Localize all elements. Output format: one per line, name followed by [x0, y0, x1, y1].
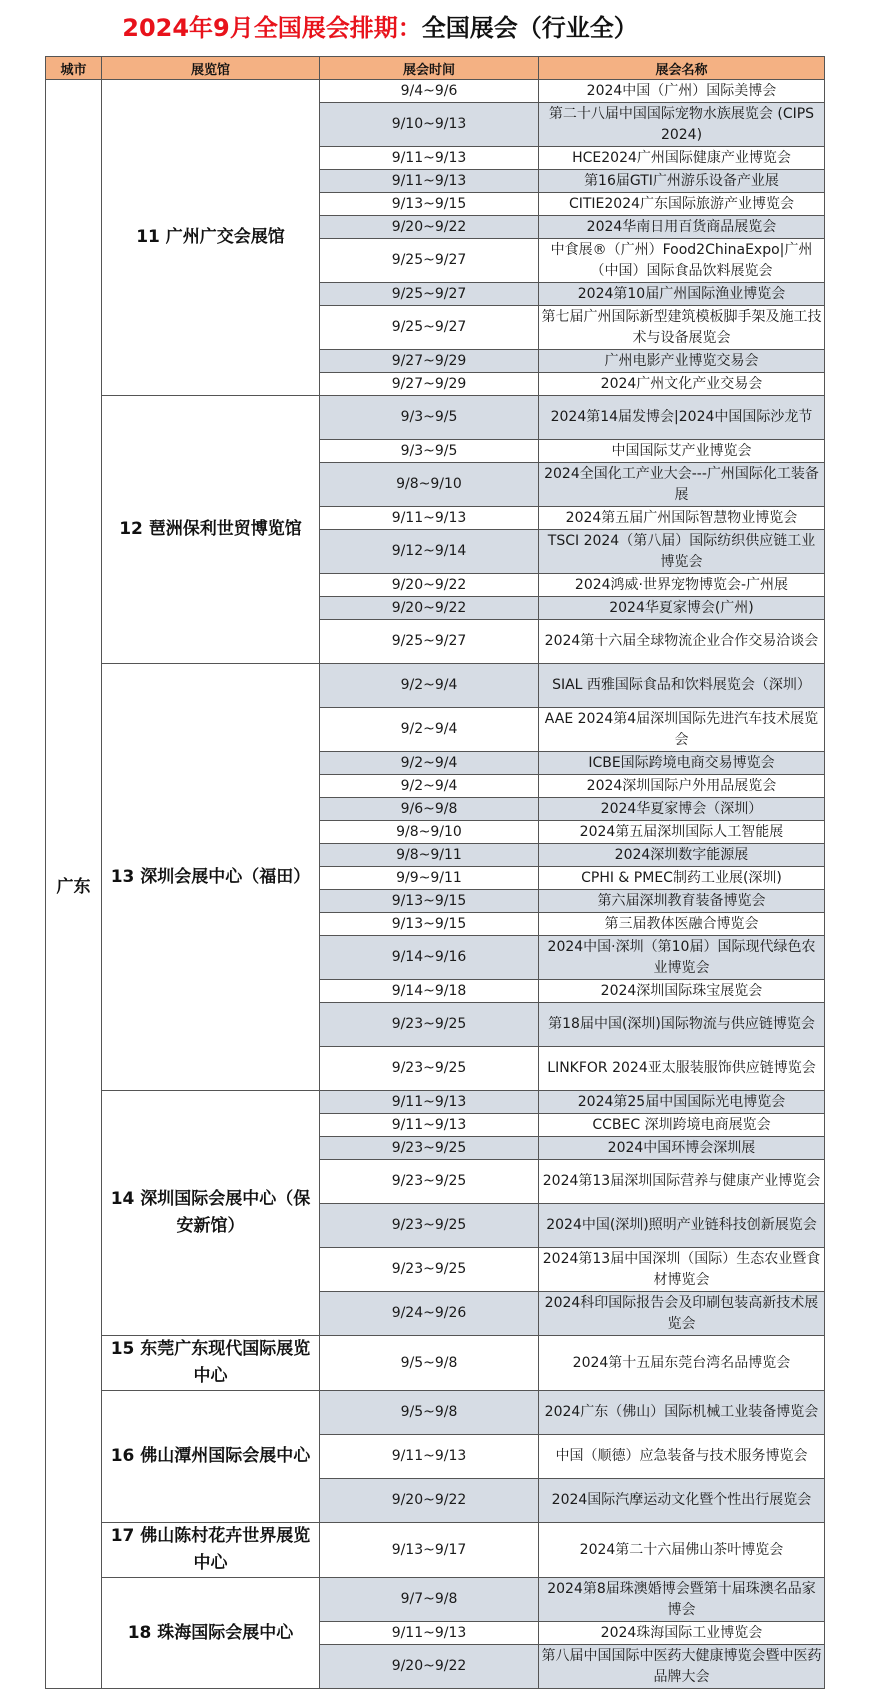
exhibition-time-cell: 9/2~9/4	[320, 708, 539, 752]
exhibition-name-cell: 2024科印国际报告会及印刷包装高新技术展览会	[539, 1292, 825, 1336]
exhibition-name-cell: 中国（顺德）应急装备与技术服务博览会	[539, 1435, 825, 1479]
exhibition-name-cell: 2024鸿威·世界宠物博览会-广州展	[539, 574, 825, 597]
table-row	[46, 396, 825, 440]
title-black: 全国展会（行业全）	[421, 14, 638, 42]
exhibition-time-cell: 9/23~9/25	[320, 1047, 539, 1091]
exhibition-table	[45, 56, 825, 1689]
exhibition-time-cell: 9/20~9/22	[320, 1645, 539, 1689]
exhibition-name-cell: 2024中国（广州）国际美博会	[539, 80, 825, 103]
header-venue: 展览馆	[102, 57, 320, 80]
exhibition-time-cell: 9/25~9/27	[320, 306, 539, 350]
exhibition-name-cell: 2024第十六届全球物流企业合作交易洽谈会	[539, 620, 825, 664]
venue-cell: 13 深圳会展中心（福田）	[102, 664, 320, 1091]
exhibition-name-cell: 2024深圳数字能源展	[539, 844, 825, 867]
exhibition-name-cell: 第18届中国(深圳)国际物流与供应链博览会	[539, 1003, 825, 1047]
exhibition-name-cell: 2024深圳国际珠宝展览会	[539, 980, 825, 1003]
exhibition-time-cell: 9/8~9/11	[320, 844, 539, 867]
exhibition-time-cell: 9/23~9/25	[320, 1160, 539, 1204]
exhibition-name-cell: CCBEC 深圳跨境电商展览会	[539, 1114, 825, 1137]
exhibition-time-cell: 9/8~9/10	[320, 821, 539, 844]
exhibition-name-cell: 第二十八届中国国际宠物水族展览会 (CIPS 2024)	[539, 103, 825, 147]
exhibition-name-cell: SIAL 西雅国际食品和饮料展览会（深圳）	[539, 664, 825, 708]
exhibition-name-cell: 2024华夏家博会(广州)	[539, 597, 825, 620]
exhibition-name-cell: 2024珠海国际工业博览会	[539, 1622, 825, 1645]
exhibition-time-cell: 9/11~9/13	[320, 1091, 539, 1114]
exhibition-name-cell: 2024中国环博会深圳展	[539, 1137, 825, 1160]
title-red: 2024年9月全国展会排期：	[122, 14, 422, 42]
exhibition-time-cell: 9/11~9/13	[320, 170, 539, 193]
exhibition-name-cell: 2024第五届深圳国际人工智能展	[539, 821, 825, 844]
exhibition-time-cell: 9/11~9/13	[320, 1622, 539, 1645]
venue-cell: 18 珠海国际会展中心	[102, 1578, 320, 1689]
exhibition-time-cell: 9/20~9/22	[320, 597, 539, 620]
exhibition-time-cell: 9/9~9/11	[320, 867, 539, 890]
exhibition-time-cell: 9/13~9/15	[320, 890, 539, 913]
exhibition-name-cell: 2024第13届中国深圳（国际）生态农业暨食材博览会	[539, 1248, 825, 1292]
exhibition-time-cell: 9/25~9/27	[320, 620, 539, 664]
exhibition-name-cell: HCE2024广州国际健康产业博览会	[539, 147, 825, 170]
table-row	[46, 664, 825, 708]
exhibition-time-cell: 9/23~9/25	[320, 1204, 539, 1248]
exhibition-name-cell: 广州电影产业博览交易会	[539, 350, 825, 373]
exhibition-time-cell: 9/6~9/8	[320, 798, 539, 821]
page-title	[0, 10, 760, 46]
table-row	[46, 1523, 825, 1578]
exhibition-time-cell: 9/27~9/29	[320, 373, 539, 396]
exhibition-time-cell: 9/11~9/13	[320, 1114, 539, 1137]
exhibition-time-cell: 9/4~9/6	[320, 80, 539, 103]
exhibition-time-cell: 9/5~9/8	[320, 1391, 539, 1435]
exhibition-name-cell: 2024第25届中国国际光电博览会	[539, 1091, 825, 1114]
exhibition-name-cell: 2024广东（佛山）国际机械工业装备博览会	[539, 1391, 825, 1435]
table-header-row	[46, 57, 825, 80]
exhibition-name-cell: 2024第五届广州国际智慧物业博览会	[539, 507, 825, 530]
exhibition-name-cell: 2024第十五届东莞台湾名品博览会	[539, 1336, 825, 1391]
exhibition-name-cell: CITIE2024广东国际旅游产业博览会	[539, 193, 825, 216]
exhibition-time-cell: 9/14~9/16	[320, 936, 539, 980]
exhibition-time-cell: 9/24~9/26	[320, 1292, 539, 1336]
exhibition-name-cell: CPHI & PMEC制药工业展(深圳)	[539, 867, 825, 890]
venue-cell: 14 深圳国际会展中心（保安新馆）	[102, 1091, 320, 1336]
exhibition-time-cell: 9/20~9/22	[320, 574, 539, 597]
exhibition-name-cell: 第16届GTI广州游乐设备产业展	[539, 170, 825, 193]
exhibition-time-cell: 9/7~9/8	[320, 1578, 539, 1622]
exhibition-time-cell: 9/25~9/27	[320, 283, 539, 306]
exhibition-name-cell: ICBE国际跨境电商交易博览会	[539, 752, 825, 775]
exhibition-name-cell: 2024第14届发博会|2024中国国际沙龙节	[539, 396, 825, 440]
exhibition-name-cell: 第三届教体医融合博览会	[539, 913, 825, 936]
exhibition-name-cell: TSCI 2024（第八届）国际纺织供应链工业博览会	[539, 530, 825, 574]
exhibition-time-cell: 9/11~9/13	[320, 1435, 539, 1479]
exhibition-time-cell: 9/2~9/4	[320, 752, 539, 775]
exhibition-name-cell: 2024中国(深圳)照明产业链科技创新展览会	[539, 1204, 825, 1248]
exhibition-name-cell: 第八届中国国际中医药大健康博览会暨中医药品牌大会	[539, 1645, 825, 1689]
exhibition-time-cell: 9/23~9/25	[320, 1137, 539, 1160]
city-cell: 广东	[46, 80, 102, 1689]
header-time: 展会时间	[320, 57, 539, 80]
table-body	[46, 80, 825, 1689]
header-name: 展会名称	[539, 57, 825, 80]
exhibition-name-cell: 2024国际汽摩运动文化暨个性出行展览会	[539, 1479, 825, 1523]
table-row	[46, 1336, 825, 1391]
exhibition-name-cell: 2024第8届珠澳婚博会暨第十届珠澳名品家博会	[539, 1578, 825, 1622]
exhibition-time-cell: 9/27~9/29	[320, 350, 539, 373]
exhibition-time-cell: 9/3~9/5	[320, 396, 539, 440]
exhibition-name-cell: 第六届深圳教育装备博览会	[539, 890, 825, 913]
exhibition-name-cell: 2024广州文化产业交易会	[539, 373, 825, 396]
exhibition-name-cell: 2024中国·深圳（第10届）国际现代绿色农业博览会	[539, 936, 825, 980]
exhibition-time-cell: 9/5~9/8	[320, 1336, 539, 1391]
exhibition-time-cell: 9/23~9/25	[320, 1248, 539, 1292]
exhibition-name-cell: AAE 2024第4届深圳国际先进汽车技术展览会	[539, 708, 825, 752]
exhibition-name-cell: 2024第10届广州国际渔业博览会	[539, 283, 825, 306]
exhibition-time-cell: 9/20~9/22	[320, 216, 539, 239]
venue-cell: 17 佛山陈村花卉世界展览中心	[102, 1523, 320, 1578]
exhibition-time-cell: 9/25~9/27	[320, 239, 539, 283]
exhibition-time-cell: 9/3~9/5	[320, 440, 539, 463]
exhibition-time-cell: 9/11~9/13	[320, 147, 539, 170]
exhibition-name-cell: 2024深圳国际户外用品展览会	[539, 775, 825, 798]
exhibition-name-cell: 2024华夏家博会（深圳）	[539, 798, 825, 821]
exhibition-time-cell: 9/12~9/14	[320, 530, 539, 574]
exhibition-time-cell: 9/8~9/10	[320, 463, 539, 507]
header-city: 城市	[46, 57, 102, 80]
exhibition-name-cell: 2024华南日用百货商品展览会	[539, 216, 825, 239]
exhibition-time-cell: 9/13~9/15	[320, 913, 539, 936]
exhibition-name-cell: 2024第13届深圳国际营养与健康产业博览会	[539, 1160, 825, 1204]
exhibition-time-cell: 9/14~9/18	[320, 980, 539, 1003]
exhibition-time-cell: 9/20~9/22	[320, 1479, 539, 1523]
exhibition-name-cell: 中食展®（广州）Food2ChinaExpo|广州（中国）国际食品饮料展览会	[539, 239, 825, 283]
exhibition-time-cell: 9/23~9/25	[320, 1003, 539, 1047]
venue-cell: 16 佛山潭州国际会展中心	[102, 1391, 320, 1523]
table-row	[46, 80, 825, 103]
exhibition-name-cell: LINKFOR 2024亚太服装服饰供应链博览会	[539, 1047, 825, 1091]
exhibition-time-cell: 9/2~9/4	[320, 664, 539, 708]
exhibition-name-cell: 中国国际艾产业博览会	[539, 440, 825, 463]
exhibition-name-cell: 2024第二十六届佛山茶叶博览会	[539, 1523, 825, 1578]
table-row	[46, 1391, 825, 1435]
exhibition-time-cell: 9/2~9/4	[320, 775, 539, 798]
exhibition-time-cell: 9/11~9/13	[320, 507, 539, 530]
exhibition-time-cell: 9/13~9/17	[320, 1523, 539, 1578]
exhibition-time-cell: 9/13~9/15	[320, 193, 539, 216]
venue-cell: 11 广州广交会展馆	[102, 80, 320, 396]
exhibition-time-cell: 9/10~9/13	[320, 103, 539, 147]
venue-cell: 12 琶洲保利世贸博览馆	[102, 396, 320, 664]
table-row	[46, 1578, 825, 1622]
table-row	[46, 1091, 825, 1114]
exhibition-name-cell: 第七届广州国际新型建筑模板脚手架及施工技术与设备展览会	[539, 306, 825, 350]
exhibition-name-cell: 2024全国化工产业大会---广州国际化工装备展	[539, 463, 825, 507]
venue-cell: 15 东莞广东现代国际展览中心	[102, 1336, 320, 1391]
